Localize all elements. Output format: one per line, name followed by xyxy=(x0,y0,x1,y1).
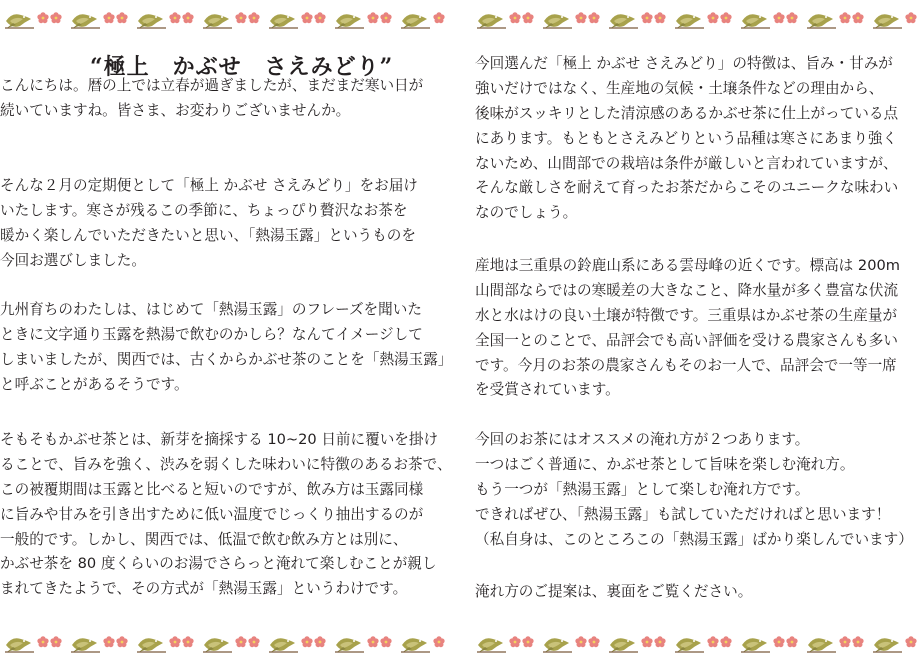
plum-blossom-icon xyxy=(50,12,61,23)
text-line: いたします。寒さが残るこの季節に、ちょっぴり贅沢なお茶を xyxy=(0,201,408,219)
left-paragraph-4 xyxy=(0,428,452,602)
text-line: 今回選んだ「極上 かぶせ さえみどり」の特徴は、旨み・甘みが xyxy=(475,55,893,72)
text-line: そんな厳しさを耐えて育ったお茶だからこそのユニークな味わい xyxy=(475,179,899,197)
bird-icon xyxy=(477,638,506,652)
plum-blossom-icon xyxy=(235,636,246,647)
text-line: そんな２月の定期便として「極上 かぶせ さえみどり」をお届け xyxy=(0,177,418,194)
bird-icon xyxy=(71,638,100,652)
plum-blossom-icon xyxy=(380,12,391,23)
plum-blossom-icon xyxy=(509,12,520,23)
plum-blossom-icon xyxy=(301,636,312,647)
bird-icon xyxy=(401,638,430,652)
plum-blossom-icon xyxy=(367,636,378,647)
plum-blossom-icon xyxy=(720,636,731,647)
bird-icon xyxy=(741,14,770,28)
bird-icon xyxy=(477,14,506,28)
plum-blossom-icon xyxy=(103,636,114,647)
plum-blossom-icon xyxy=(852,12,863,23)
plum-blossom-icon xyxy=(37,636,48,647)
plum-blossom-icon xyxy=(367,12,378,23)
left-paragraph-1 xyxy=(0,74,423,124)
plum-blossom-icon xyxy=(522,12,533,23)
text-line: 後味がスッキリとした清涼感のあるかぶせ茶に仕上がっている点 xyxy=(475,104,899,122)
left-paragraph-3 xyxy=(0,298,452,398)
plum-blossom-icon xyxy=(773,636,784,647)
right-paragraph-1 xyxy=(475,52,898,226)
text-line: なのでしょう。 xyxy=(475,204,578,222)
bird-icon xyxy=(741,638,770,652)
text-line: こんにちは。暦の上では立春が過ぎましたが、まだまだ寒い日が xyxy=(0,77,424,94)
text-line: 今回お選びしました。 xyxy=(0,251,146,269)
bird-icon xyxy=(137,638,166,652)
plum-blossom-icon xyxy=(575,636,586,647)
bird-icon xyxy=(401,14,430,28)
plum-blossom-icon xyxy=(50,636,61,647)
bird-icon xyxy=(807,638,836,652)
text-line: 続いていますね。皆さま、お変わりございませんか。 xyxy=(0,101,351,119)
plum-blossom-icon xyxy=(433,636,444,647)
bird-icon xyxy=(5,638,34,652)
plum-blossom-icon xyxy=(654,12,665,23)
plum-blossom-icon xyxy=(314,636,325,647)
text-line: 山間部ならではの寒暖差の大きなこと、降水量が多く豊富な伏流 xyxy=(475,281,899,299)
plum-blossom-icon xyxy=(509,636,520,647)
plum-blossom-icon xyxy=(588,12,599,23)
text-line: 水と水はけの良い土壌が特徴です。三重県はかぶせ茶の生産量が xyxy=(475,306,898,324)
text-line: 全国一とのことで、品評会でも高い評価を受ける農家さんも多い xyxy=(475,331,898,349)
right-paragraph-3 xyxy=(475,428,913,552)
bird-icon xyxy=(335,14,364,28)
text-line: しまいましたが、関西では、古くからかぶせ茶のことを「熱湯玉露」 xyxy=(0,350,453,368)
text-line: 一般的です。しかし、関西では、低温で飲む飲み方とは別に、 xyxy=(0,530,408,548)
plum-blossom-icon xyxy=(641,12,652,23)
top-left-border xyxy=(2,6,452,32)
text-line: 暖かく楽しんでいただきたいと思い、「熱湯玉露」というものを xyxy=(0,226,416,244)
plum-blossom-icon xyxy=(433,12,444,23)
plum-blossom-icon xyxy=(786,636,797,647)
right-paragraph-2 xyxy=(475,254,900,403)
bird-icon xyxy=(269,638,298,652)
text-line: ることで、旨みを強く、渋みを弱くした味わいに特徴のあるお茶で、 xyxy=(0,455,452,473)
plum-blossom-icon xyxy=(654,636,665,647)
text-line: 一つはごく普通に、かぶせ茶として旨味を楽しむ淹れ方。 xyxy=(475,455,855,473)
bottom-left-border xyxy=(2,630,452,656)
plum-blossom-icon xyxy=(839,636,850,647)
bird-icon xyxy=(675,638,704,652)
plum-blossom-icon xyxy=(182,636,193,647)
left-paragraph-2 xyxy=(0,174,418,274)
plum-blossom-icon xyxy=(169,12,180,23)
plum-blossom-icon xyxy=(169,636,180,647)
bird-icon xyxy=(203,14,232,28)
text-line: 強いだけではなく、生産地の気候・土壌条件などの理由から、 xyxy=(475,79,884,97)
plum-blossom-icon xyxy=(575,12,586,23)
plum-blossom-icon xyxy=(116,636,127,647)
text-line: 淹れ方のご提案は、裏面をご覧ください。 xyxy=(475,583,753,600)
plum-blossom-icon xyxy=(786,12,797,23)
text-line: （私自身は、このところこの「熱湯玉露」ばかり楽しんでいます） xyxy=(475,530,913,548)
plum-blossom-icon xyxy=(235,12,246,23)
text-line: に旨みや甘みを引き出すために低い温度でじっくり抽出するのが xyxy=(0,505,424,523)
bird-icon xyxy=(609,638,638,652)
plum-blossom-icon xyxy=(301,12,312,23)
plum-blossom-icon xyxy=(707,12,718,23)
text-line: と呼ぶことがあるそうです。 xyxy=(0,375,189,393)
bird-icon xyxy=(807,14,836,28)
bird-icon xyxy=(543,638,572,652)
text-line: を受賞されています。 xyxy=(475,381,620,399)
right-paragraph-4 xyxy=(475,580,752,605)
page-title: “極上 かぶせ さえみどり” xyxy=(90,54,394,80)
plum-blossom-icon xyxy=(905,636,916,647)
plum-blossom-icon xyxy=(641,636,652,647)
plum-blossom-icon xyxy=(182,12,193,23)
text-line: ときに文字通り玉露を熱湯で飲むのかしら？なんてイメージして xyxy=(0,325,423,343)
text-line: できればぜひ、「熱湯玉露」も試していただければと思います！ xyxy=(475,505,891,523)
plum-blossom-icon xyxy=(905,12,916,23)
plum-blossom-icon xyxy=(380,636,391,647)
bird-icon xyxy=(873,14,902,28)
bird-icon xyxy=(675,14,704,28)
plum-blossom-icon xyxy=(588,636,599,647)
bird-icon xyxy=(137,14,166,28)
text-line: この被覆期間は玉露と比べると短いのですが、飲み方は玉露同様 xyxy=(0,480,424,498)
bird-icon xyxy=(5,14,34,28)
bird-icon xyxy=(203,638,232,652)
text-line: 九州育ちのわたしは、はじめて「熱湯玉露」のフレーズを聞いた xyxy=(0,301,422,318)
plum-blossom-icon xyxy=(314,12,325,23)
bottom-right-border xyxy=(474,630,922,656)
plum-blossom-icon xyxy=(773,12,784,23)
plum-blossom-icon xyxy=(707,636,718,647)
top-right-border xyxy=(474,6,922,32)
plum-blossom-icon xyxy=(720,12,731,23)
plum-blossom-icon xyxy=(248,12,259,23)
bird-icon xyxy=(335,638,364,652)
plum-blossom-icon xyxy=(103,12,114,23)
plum-blossom-icon xyxy=(522,636,533,647)
text-line: かぶせ茶を 80 度くらいのお湯でさらっと淹れて楽しむことが親し xyxy=(0,555,437,573)
bird-icon xyxy=(873,638,902,652)
plum-blossom-icon xyxy=(852,636,863,647)
text-line: です。今月のお茶の農家さんもそのお一人で、品評会で一等一席 xyxy=(475,356,897,374)
text-line: まれてきたようで、その方式が「熱湯玉露」というわけです。 xyxy=(0,580,408,598)
text-line: 今回のお茶にはオススメの淹れ方が２つあります。 xyxy=(475,431,810,448)
bird-icon xyxy=(543,14,572,28)
text-line: もう一つが「熱湯玉露」として楽しむ淹れ方です。 xyxy=(475,480,810,498)
text-line: にあります。もともとさえみどりという品種は寒さにあまり強く xyxy=(475,129,898,147)
plum-blossom-icon xyxy=(37,12,48,23)
bird-icon xyxy=(609,14,638,28)
plum-blossom-icon xyxy=(116,12,127,23)
plum-blossom-icon xyxy=(839,12,850,23)
plum-blossom-icon xyxy=(248,636,259,647)
bird-icon xyxy=(269,14,298,28)
bird-icon xyxy=(71,14,100,28)
text-line: そもそもかぶせ茶とは、新芽を摘採する 10~20 日前に覆いを掛け xyxy=(0,431,439,448)
text-line: 産地は三重県の鈴鹿山系にある雲母峰の近くです。標高は 200m xyxy=(475,257,900,274)
text-line: ないため、山間部での栽培は条件が厳しいと言われていますが、 xyxy=(475,154,898,172)
